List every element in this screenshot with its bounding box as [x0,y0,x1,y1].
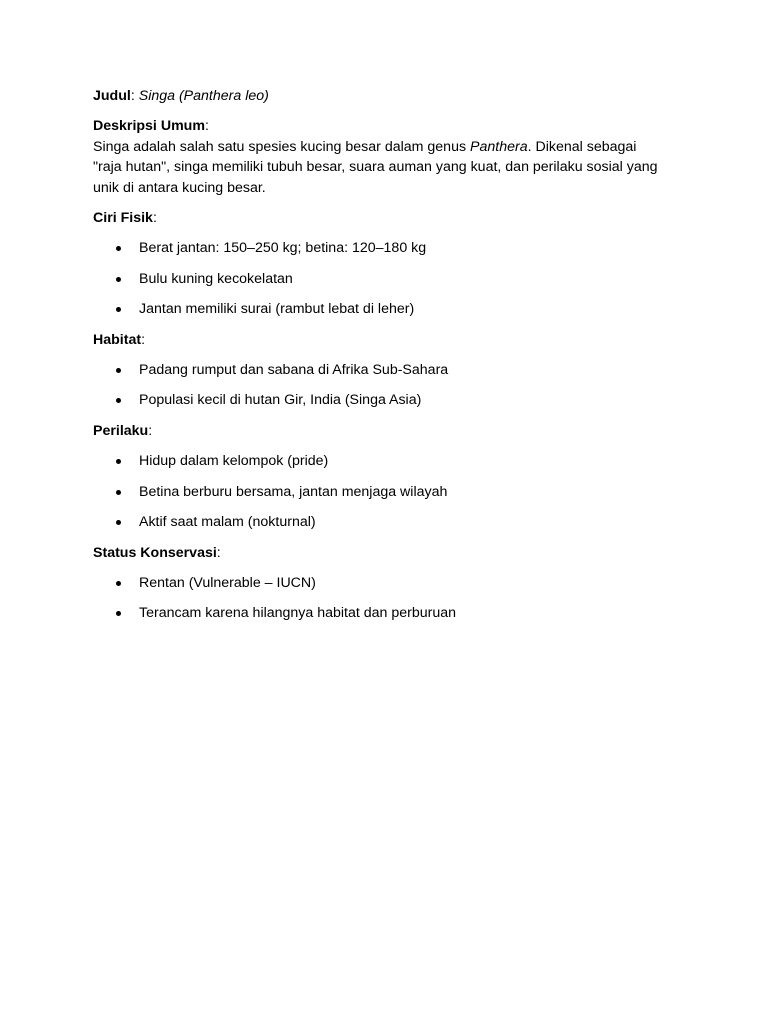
behavior-heading [93,421,668,441]
description-genus: Panthera [470,138,528,155]
list-item [93,573,668,593]
description-text-start: Singa adalah salah satu spesies kucing besar dalam genus [93,138,471,155]
bullet-icon [116,581,121,586]
description-colon: : [204,118,209,135]
list-item-text: Rentan (Vulnerable – IUCN) [139,574,316,591]
title-label: Judul [93,88,131,104]
bullet-icon [116,307,121,312]
conservation-list [93,573,668,624]
bullet-icon [116,368,121,373]
habitat-heading [93,330,668,350]
description-label: Deskripsi Umum [93,118,205,135]
list-item [93,299,668,319]
habitat-colon: : [141,331,146,348]
bullet-icon [116,611,121,616]
list-item-text: Populasi kecil di hutan Gir, India (Singa Asia) [139,392,422,409]
bullet-icon [116,459,121,464]
list-item-text: Terancam karena hilangnya habitat dan perburuan [139,605,457,622]
conservation-label: Status Konservasi [93,544,217,561]
list-item [93,390,668,410]
list-item-text: Padang rumput dan sabana di Afrika Sub-Sahara [139,362,449,379]
behavior-label: Perilaku [93,422,149,439]
bullet-icon [116,520,121,525]
behavior-colon: : [148,422,153,439]
physical-colon: : [152,210,157,227]
description-text-end: . Dikenal sebagai "raja hutan", singa memiliki tubuh besar, suara auman yang kuat, dan perilaku sosial yang unik di antara kucing besar. [93,138,658,196]
list-item [93,482,668,502]
behavior-list [93,451,668,532]
conservation-colon: : [216,544,221,561]
title-line [93,86,668,106]
bullet-icon [116,277,121,282]
description-section [93,116,668,198]
conservation-heading [93,543,668,563]
bullet-icon [116,246,121,251]
physical-heading [93,208,668,228]
document-page [93,86,668,634]
list-item-text: Bulu kuning kecokelatan [139,270,293,287]
physical-label: Ciri Fisik [93,210,153,227]
habitat-list [93,360,668,411]
list-item-text: Aktif saat malam (nokturnal) [139,514,316,531]
bullet-icon [116,398,121,403]
bullet-icon [116,490,121,495]
list-item [93,269,668,289]
list-item [93,238,668,258]
list-item-text: Jantan memiliki surai (rambut lebat di leher) [139,301,415,318]
list-item-text: Berat jantan: 150–250 kg; betina: 120–180 kg [139,240,427,257]
title-value: Singa (Panthera leo) [138,88,269,104]
list-item [93,512,668,532]
physical-list [93,238,668,319]
habitat-label: Habitat [93,331,142,348]
list-item [93,603,668,623]
list-item [93,360,668,380]
list-item [93,451,668,471]
title-separator: : [130,88,139,104]
list-item-text: Hidup dalam kelompok (pride) [139,453,329,470]
list-item-text: Betina berburu bersama, jantan menjaga wilayah [139,483,448,500]
